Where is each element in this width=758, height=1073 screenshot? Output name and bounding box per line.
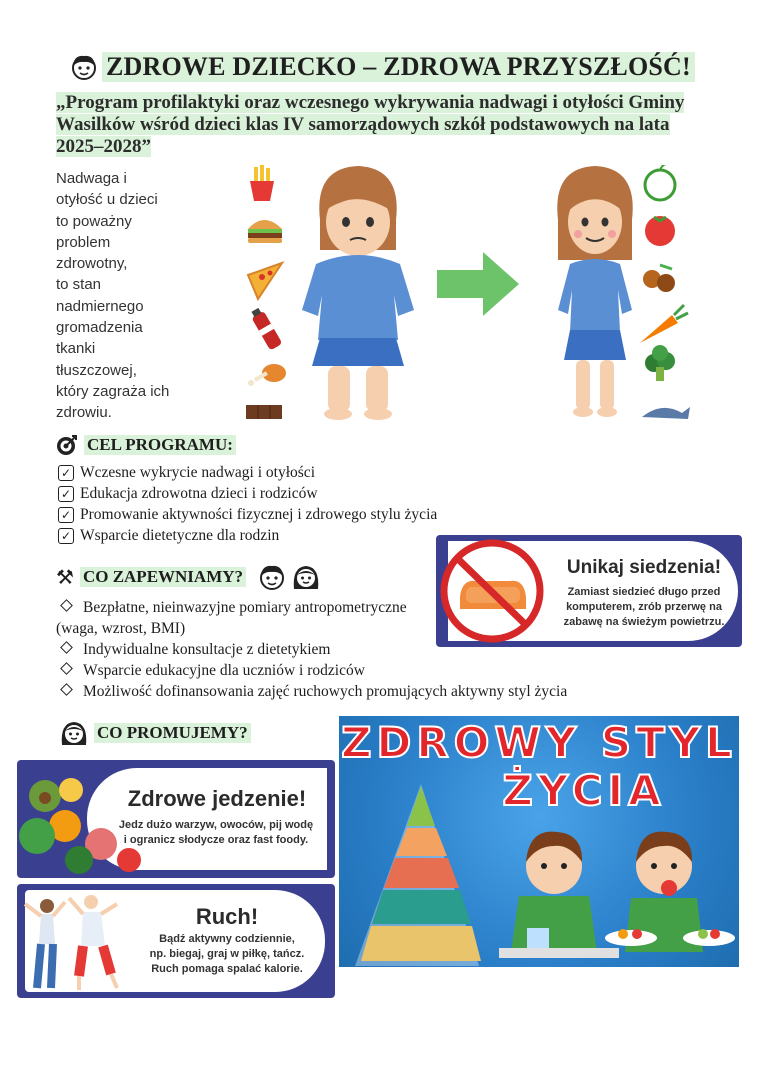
- intro-line-3: to poważny: [56, 212, 132, 230]
- provide-item-2: Indywidualne konsultacje z dietetykiem: [56, 639, 567, 660]
- healthy-lifestyle-poster: [339, 716, 739, 967]
- no-sitting-icon: [440, 539, 544, 643]
- boy-eating-icon: [605, 832, 735, 952]
- food-line-2: i ogranicz słodycze oraz fast foody.: [123, 834, 309, 846]
- sitting-line-3: zabawę na świeżym powietrzu.: [563, 616, 725, 628]
- boy-face-icon: [70, 53, 98, 81]
- provide-heading-text: CO ZAPEWNIAMY?: [80, 567, 246, 587]
- poster-line-1: ZDROWY STYL: [341, 718, 737, 767]
- arrow-right-icon: [437, 252, 519, 316]
- movement-card: [17, 884, 335, 998]
- intro-line-6: to stan: [56, 276, 102, 294]
- provide-heading: [56, 563, 320, 591]
- food-pyramid-icon: [355, 784, 481, 966]
- provide-item-4: Możliwość dofinansowania zajęć ruchowych promujących aktywny styl życia: [56, 681, 567, 702]
- exercising-people-icon: [21, 884, 139, 998]
- subtitle-text: „Program profilaktyki oraz wczesnego wykrywania nadwagi i otyłości Gminy Wasilków wśród dzieci klas IV samorządowych szkół podstawowych na lata 2025–2028”: [56, 92, 685, 157]
- goal-heading: [56, 434, 236, 456]
- check-icon: ✓: [58, 465, 74, 481]
- intro-line-1: Nadwaga i: [56, 170, 127, 187]
- tomato-icon: [645, 216, 675, 246]
- intro-line-7: nadmiernego: [56, 297, 144, 315]
- intro-line-4: problem: [56, 233, 111, 251]
- page-title: [70, 52, 695, 82]
- burger-icon: [248, 220, 282, 243]
- check-icon: ✓: [58, 486, 74, 502]
- avoid-sitting-card: [436, 535, 742, 647]
- check-icon: ✓: [58, 528, 74, 544]
- girl-face-icon: [292, 563, 320, 591]
- goal-item-2: ✓ Edukacja zdrowotna dzieci i rodziców: [58, 483, 437, 504]
- broccoli-icon: [645, 345, 675, 381]
- promote-heading-text: CO PROMUJEMY?: [94, 723, 251, 743]
- intro-line-2: otyłość u dzieci: [56, 191, 158, 209]
- intro-line-5: zdrowotny,: [56, 255, 128, 273]
- provide-list: [56, 639, 567, 702]
- intro-line-9: tkanki: [56, 340, 96, 358]
- check-icon: ✓: [58, 507, 74, 523]
- healthy-food-card: [17, 760, 335, 878]
- chicken-leg-icon: [248, 364, 286, 386]
- nuts-icon: [643, 265, 675, 292]
- healthy-food-title: Zdrowe jedzenie!: [127, 786, 307, 811]
- title-text: ZDROWE DZIECKO – ZDROWA PRZYSZŁOŚĆ!: [102, 52, 695, 82]
- promote-heading: [60, 719, 251, 747]
- poster-illustration: [339, 716, 739, 967]
- food-line-1: Jedz dużo warzyw, owoców, pij wodę: [118, 819, 314, 831]
- movement-text: [137, 932, 317, 977]
- sitting-line-2: komputerem, zrób przerwę na: [566, 601, 722, 613]
- goal-heading-text: CEL PROGRAMU:: [84, 435, 236, 455]
- intro-line-10: tłuszczowej,: [56, 361, 137, 379]
- overweight-girl-illustration: [298, 160, 418, 422]
- unhealthy-food-icons: [240, 165, 300, 420]
- chocolate-icon: [246, 405, 282, 419]
- goal-item-1: ✓ Wczesne wykrycie nadwagi i otyłości: [58, 462, 437, 483]
- boy-brushing-teeth-icon: [499, 832, 619, 958]
- pizza-icon: [248, 263, 282, 299]
- provide-item-1: Bezpłatne, nieinwazyjne pomiary antropometryczne (waga, wzrost, BMI): [56, 599, 407, 637]
- move-line-2: np. biegaj, graj w piłkę, tańcz.: [149, 948, 305, 960]
- healthy-food-text: [103, 818, 329, 848]
- avoid-sitting-text: [554, 585, 734, 630]
- fish-icon: [642, 407, 690, 419]
- avoid-sitting-title: Unikaj siedzenia!: [566, 557, 722, 578]
- move-line-3: Ruch pomaga spalać kalorie.: [151, 963, 303, 975]
- apple-icon: [645, 165, 675, 200]
- boy-face-icon: [258, 563, 286, 591]
- tools-icon: ⚒: [56, 565, 74, 589]
- target-icon: [56, 434, 78, 456]
- soda-icon: [249, 306, 283, 350]
- intro-line-8: gromadzenia: [56, 319, 143, 337]
- carrot-icon: [640, 305, 688, 343]
- healthy-food-icons: [632, 165, 694, 420]
- intro-line-11: który zagraża ich: [56, 382, 170, 400]
- provide-item-3: Wsparcie edukacyjne dla uczniów i rodziców: [56, 660, 567, 681]
- intro-text: [56, 168, 196, 424]
- goal-item-4: ✓ Wsparcie dietetyczne dla rodzin: [58, 525, 437, 546]
- program-subtitle: [56, 92, 696, 158]
- goal-item-3: ✓ Promowanie aktywności fizycznej i zdrowego stylu życia: [58, 504, 437, 525]
- poster-line-2: ŻYCIA: [502, 766, 666, 815]
- goal-list: [58, 462, 437, 546]
- girl-face-icon: [60, 719, 88, 747]
- fries-icon: [250, 165, 274, 201]
- intro-line-12: zdrowiu.: [56, 404, 112, 422]
- move-line-1: Bądź aktywny codziennie,: [159, 933, 295, 945]
- sitting-line-1: Zamiast siedzieć długo przed: [567, 586, 721, 598]
- movement-title: Ruch!: [195, 904, 259, 929]
